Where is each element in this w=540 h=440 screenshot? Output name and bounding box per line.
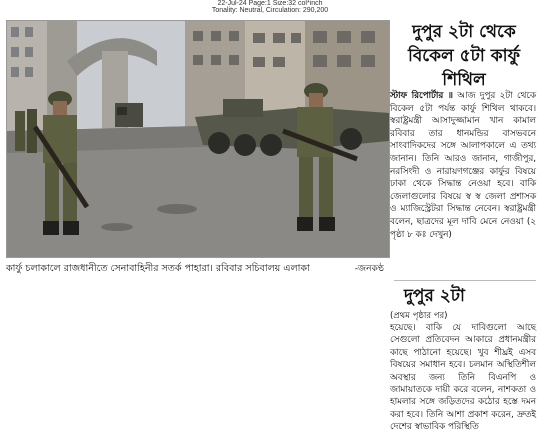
photo-caption-row xyxy=(6,263,388,275)
article-headline: দুপুর ২টা থেকে বিকেল ৫টা কার্ফু শিথিল xyxy=(407,22,521,90)
section-divider xyxy=(394,280,536,281)
photo-caption: কার্ফু চলাকালে রাজধানীতে সেনাবাহিনীর সতর্ক পাহারা। রবিবার সচিবালয় এলাকা xyxy=(6,263,310,274)
continuation-from-page: (প্রথম পৃষ্ঠার পর) xyxy=(390,311,448,321)
photo-credit: -জনকণ্ঠ xyxy=(354,264,384,274)
news-photo xyxy=(6,20,390,258)
page-meta-line-2: Tonality: Neutral, Circulation: 290,200 xyxy=(211,7,329,14)
article-body xyxy=(390,90,536,241)
continuation-body: হয়েছে। বাকি যে দাবিগুলো আছে সেগুলো প্রতিবেদন আকারে প্রধানমন্ত্রীর কাছে পাঠানো হয়েছে। খুব শীঘ্রই এসব বিষয়ের সমাধান হবে। চলমান অস্থিতিশীল অবস্থার জন্য তিনি বিএনপি ও জামায়াতকে দায়ী করে বলেন, নাশকতা ও হামলার সঙ্গে জড়িতদের কঠোর হস্তে দমন করা হবে। তিনি আশা প্রকাশ করেন, দ্রুতই দেশের স্বাভাবিক পরিস্থিতি xyxy=(390,323,536,433)
article-body-text: আজ দুপুর ২টা থেকে বিকেল ৫টা পর্যন্ত কার্ফু শিথিল থাকবে। স্বরাষ্ট্রমন্ত্রী আসাদুজ্জামান খান কামাল রবিবার তার ধানমন্ডির বাসভবনে সাংবাদিকদের সঙ্গে আলাপকালে এ তথ্য জানান। তিনি আরও জানান, গাজীপুর, নরসিংদী ও নারায়ণগঞ্জের কার্ফুর বিষয়ে ঢাকা থেকে সিদ্ধান্ত নেওয়া হবে। বাকি জেলাগুলোর বিষয়ে স্ব স্ব জেলা প্রশাসক ও ম্যাজিস্ট্রেটরা সিদ্ধান্ত নেবেন। স্বরাষ্ট্রমন্ত্রী বলেন, ছাত্রদের মূল দাবি মেনে নেওয়া xyxy=(390,91,536,227)
article-continued: (২ পৃষ্ঠা ৮ কঃ দেখুন) xyxy=(390,216,537,240)
continuation-headline: দুপুর ২টা xyxy=(404,286,465,306)
page-meta-line-1: 22-Jul-24 Page:1 Size:32 col*inch xyxy=(217,0,323,7)
article-byline: স্টাফ রিপোর্টার ॥ xyxy=(390,91,453,101)
